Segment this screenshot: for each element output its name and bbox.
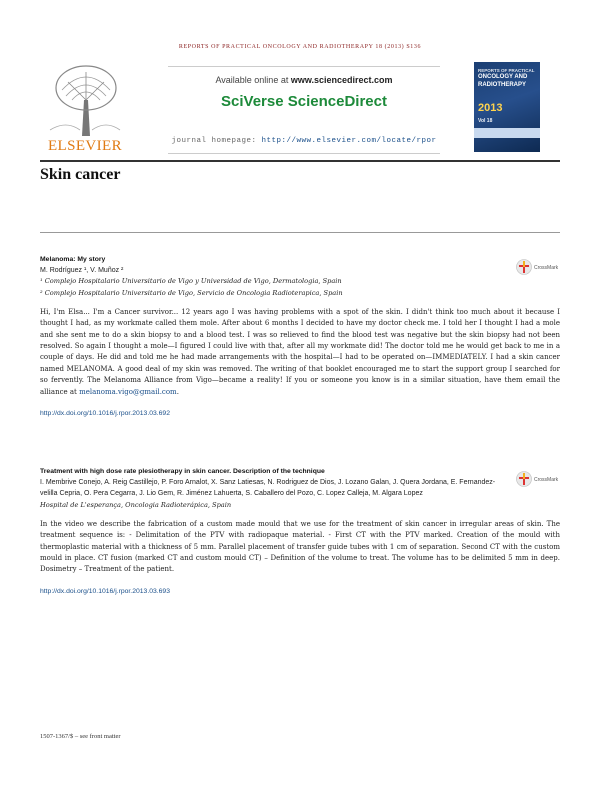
crossmark-badge[interactable]: [516, 470, 560, 488]
crossmark-badge[interactable]: [516, 258, 560, 276]
publisher-name: ELSEVIER: [47, 138, 123, 154]
journal-homepage-line: [168, 137, 440, 145]
author-affiliation: ¹ Complejo Hospitalario Universitario de Vigo y Universidad de Vigo, Dermatologia, Spain: [40, 277, 342, 286]
journal-info-box: [168, 66, 440, 154]
alliance-email-link[interactable]: melanoma.vigo@gmail.com: [79, 387, 177, 396]
abstract-hdr-plesiotherapy: [40, 466, 560, 597]
cover-title-line-1: REPORTS OF PRACTICAL: [478, 68, 535, 73]
homepage-prefix: journal homepage:: [171, 137, 262, 145]
crossmark-icon: [516, 470, 532, 488]
author-affiliation: Hospital de L'esperança, Oncologia Radioterápica, Spain: [40, 500, 232, 509]
cover-volume: Vol 18: [478, 118, 493, 124]
abstract-melanoma-my-story: [40, 254, 560, 419]
crossmark-label: CrossMark: [534, 477, 559, 483]
doi-link[interactable]: http://dx.doi.org/10.1016/j.rpor.2013.03.693: [40, 587, 170, 595]
copyright-footer: 1507-1367/$ – see front matter: [40, 733, 121, 740]
header-rule: [40, 160, 560, 162]
abstract-authors: I. Membrive Conejo, A. Reig Castillejo, P. Foro Arnalot, X. Sanz Latiesas, N. Rodriguez de Dios, J. Lozano Galan, J. Quera Jordana, E. Fernandez-velilla Cepria, O. Pera Cegarra, J. Lio Gem, R. Jiménez Lahuerta, S. Caballero del Pozo, C. Lopez Calleja, M. Algara Lopez: [40, 479, 496, 498]
crossmark-label: CrossMark: [534, 265, 559, 271]
journal-masthead: [40, 60, 560, 156]
cover-band: [474, 128, 540, 138]
elsevier-logo[interactable]: [40, 60, 130, 156]
author-affiliation: ² Complejo Hospitalario Universitario de Vigo, Servicio de Oncologia Radioterapica, Spain: [40, 288, 343, 297]
availability-line: [168, 75, 440, 85]
abstract-body: In the video we describe the fabrication of a custom made mould that we use for the treatment of skin cancer in irregular areas of skin. The treatment sequence is: - Delimitation of the PTV with radiopaque material. - First CT with the PTV marked. Creation of the mould with thermoplastic material with a thickness of 5 mm. Parallel placement of transfer guide tubes with 1 cm of separation. Second CT with the custom mould in place. CT fusion (marked CT and custom mould CT) – Definition of the volume to treat. The volume has to be delimited 5 mm in deep. Dosimetry – Treatment of the patient.: [40, 519, 560, 574]
sciencedirect-link[interactable]: www.sciencedirect.com: [290, 75, 393, 85]
doi-link[interactable]: http://dx.doi.org/10.1016/j.rpor.2013.03.692: [40, 410, 170, 418]
journal-cover-image[interactable]: [474, 62, 540, 152]
running-head: REPORTS OF PRACTICAL ONCOLOGY AND RADIOTHERAPY 18 (2013) S136: [178, 44, 422, 50]
title-rule: [40, 232, 560, 233]
available-prefix: Available online at: [215, 75, 291, 85]
homepage-link[interactable]: http://www.elsevier.com/locate/rpor: [261, 137, 437, 145]
cover-title-line-3: RADIOTHERAPY: [478, 82, 527, 88]
abstract-body-end: .: [176, 387, 179, 396]
abstract-title: Melanoma: My story: [40, 256, 106, 263]
crossmark-icon: [516, 258, 532, 276]
abstract-body: [40, 307, 560, 398]
abstract-body-text: Hi, I'm Elsa... I'm a Cancer survivor... 12 years ago I was having problems with a spot of the skin. I didn't think too much about it because I thought I had, as my workmate called them mole. After about 6 months I decided to have my doctor check me. I told her I thought I had a mole and she sent me to do a skin biopsy to and a blood test. I was so relieved to find the blood test was negative but the skin biopsy had not been resolved. So again I thought a mole—I figured I could live with that, after all my workmate did! The doctor told me he would get back to me in a couple of days. He did and told me he had made arrangements with the hospital—I had to be operated on—IMMEDIATELY. I had a skin cancer named MELANOMA. A good deal of my skin was removed. The writing of that booklet encouraged me to start the support group I searched for so fervently. The Melanoma Alliance from Vigo—became a reality! If you or someone you know is in a similar situation, have them email the alliance at: [40, 307, 560, 396]
abstract-authors: M. Rodríguez ¹, V. Muñoz ²: [40, 267, 124, 275]
platform-name: SciVerse ScienceDirect: [221, 93, 387, 110]
cover-year: 2013: [478, 102, 503, 114]
elsevier-tree-icon: [46, 60, 124, 136]
cover-title-line-2: ONCOLOGY AND: [478, 74, 528, 80]
page-title: Skin cancer: [40, 166, 121, 183]
abstract-title: Treatment with high dose rate plesiotherapy in skin cancer. Description of the technique: [40, 468, 325, 475]
